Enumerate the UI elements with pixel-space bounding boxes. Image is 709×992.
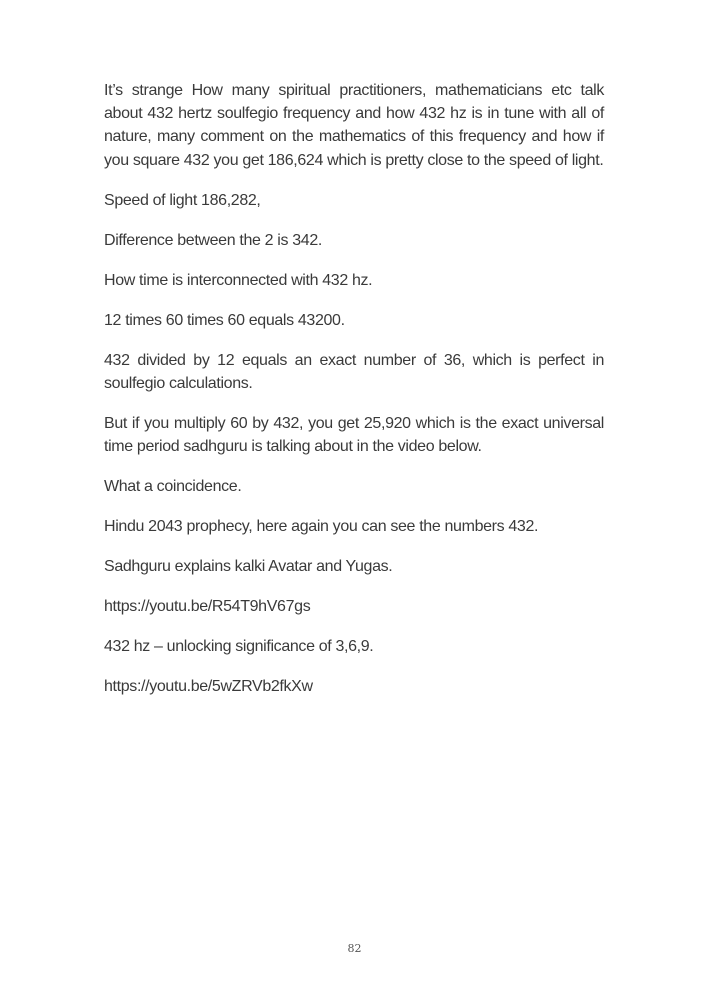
paragraph-time-calculation: 12 times 60 times 60 equals 43200. — [104, 311, 345, 329]
body-text — [104, 79, 604, 715]
paragraph-369: 432 hz – unlocking significance of 3,6,9. — [104, 638, 374, 656]
paragraph-intro: It’s strange How many spiritual practitioners, mathematicians etc talk about 432 hertz soulfegio frequency and how 432 hz is in tune with all of nature, many comment on the mathematics of this frequency and how if you square 432 you get 186,624 which is pretty close to the speed of light. — [104, 82, 604, 169]
video-link-2[interactable]: https://youtu.be/5wZRVb2fkXw — [104, 678, 313, 696]
video-link-1[interactable]: https://youtu.be/R54T9hV67gs — [104, 598, 311, 616]
paragraph-multiplication: But if you multiply 60 by 432, you get 25,920 which is the exact universal time period sadhguru is talking about in the video below. — [104, 414, 604, 456]
paragraph-speed-of-light: Speed of light 186,282, — [104, 191, 261, 209]
paragraph-division: 432 divided by 12 equals an exact number of 36, which is perfect in soulfegio calculations. — [104, 351, 604, 392]
paragraph-prophecy: Hindu 2043 prophecy, here again you can see the numbers 432. — [104, 518, 539, 536]
paragraph-difference: Difference between the 2 is 342. — [104, 231, 322, 249]
page-number: 82 — [347, 942, 362, 955]
paragraph-video-title: Sadhguru explains kalki Avatar and Yugas. — [104, 558, 393, 576]
paragraph-coincidence: What a coincidence. — [104, 478, 242, 496]
paragraph-time-heading: How time is interconnected with 432 hz. — [104, 271, 373, 289]
